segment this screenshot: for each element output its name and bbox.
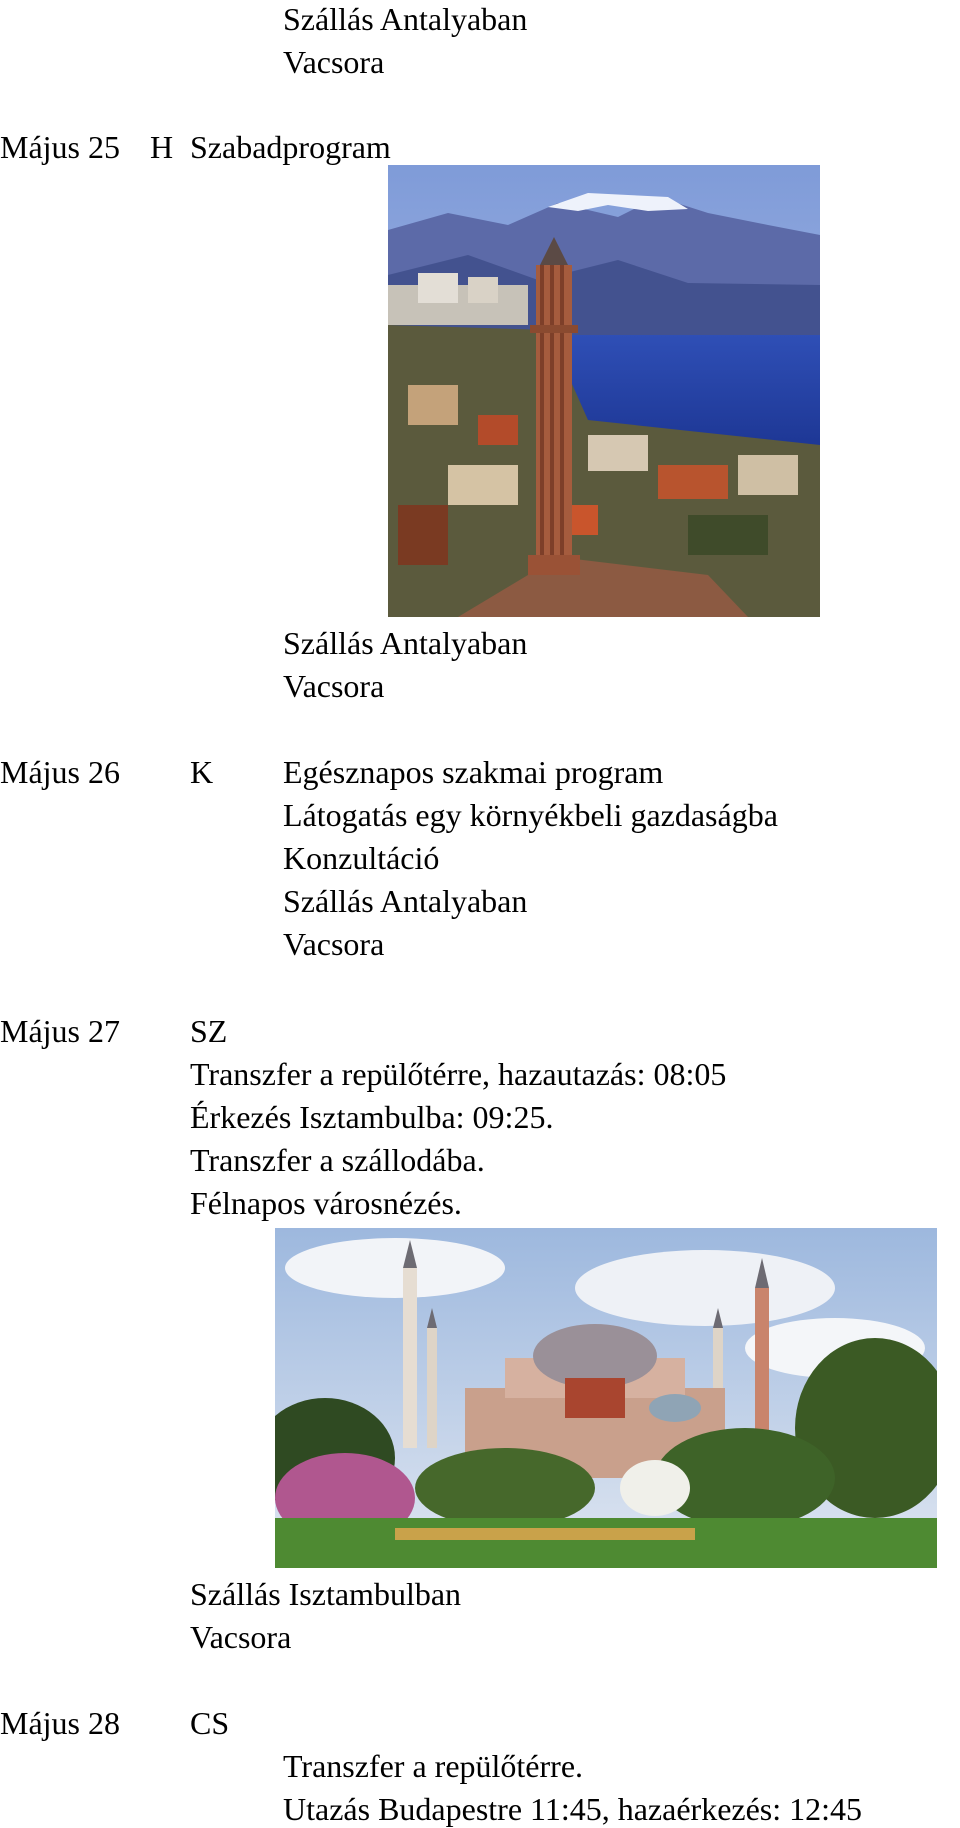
may25-dinner: Vacsora bbox=[283, 668, 385, 704]
may26-line-2: Látogatás egy környékbeli gazdaságba bbox=[283, 797, 778, 833]
antalya-photo bbox=[388, 165, 820, 617]
may27-day: SZ bbox=[190, 1013, 228, 1049]
may28-line-1: Transzfer a repülőtérre. bbox=[283, 1748, 584, 1784]
may27-line-4: Félnapos városnézés. bbox=[190, 1185, 462, 1221]
may28-date: Május 28 bbox=[0, 1705, 120, 1741]
may25-day: H bbox=[150, 129, 174, 165]
top-lodging: Szállás Antalyaban bbox=[283, 1, 528, 37]
may26-line-5: Vacsora bbox=[283, 926, 385, 962]
may26-day: K bbox=[190, 754, 214, 790]
istanbul-photo bbox=[275, 1228, 937, 1568]
may27-line-2: Érkezés Isztambulba: 09:25. bbox=[190, 1099, 554, 1135]
may25-program: Szabadprogram bbox=[190, 129, 391, 165]
may26-line-1: Egésznapos szakmai program bbox=[283, 754, 664, 790]
may27-line-1: Transzfer a repülőtérre, hazautazás: 08:05 bbox=[190, 1056, 727, 1092]
may27-dinner: Vacsora bbox=[190, 1619, 292, 1655]
may25-date: Május 25 bbox=[0, 129, 120, 165]
may26-line-3: Konzultáció bbox=[283, 840, 440, 876]
may27-lodging: Szállás Isztambulban bbox=[190, 1576, 462, 1612]
may27-line-3: Transzfer a szállodába. bbox=[190, 1142, 485, 1178]
may26-date: Május 26 bbox=[0, 754, 120, 790]
may28-day: CS bbox=[190, 1705, 230, 1741]
top-dinner: Vacsora bbox=[283, 44, 385, 80]
may26-line-4: Szállás Antalyaban bbox=[283, 883, 528, 919]
may25-lodging: Szállás Antalyaban bbox=[283, 625, 528, 661]
may27-date: Május 27 bbox=[0, 1013, 120, 1049]
may28-line-2: Utazás Budapestre 11:45, hazaérkezés: 12:45 bbox=[283, 1791, 863, 1827]
